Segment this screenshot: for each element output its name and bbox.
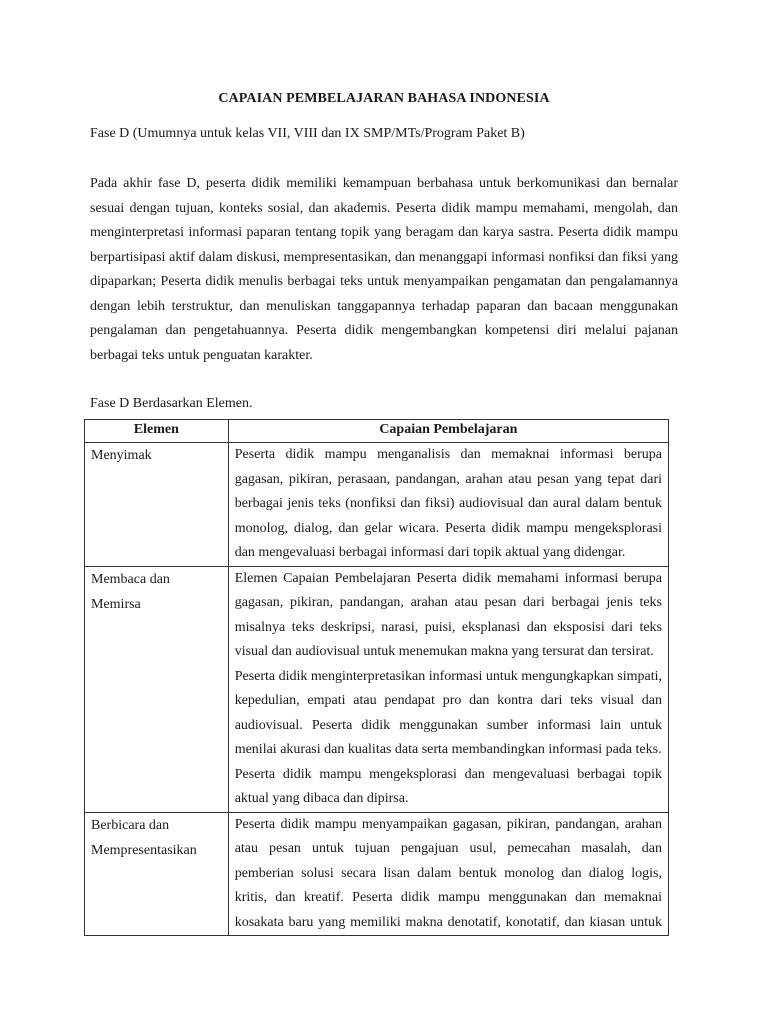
capaian-line: kosakata baru yang memiliki makna denotatif, konotatif, dan kiasan untuk [234, 914, 662, 930]
elemen-label: Memirsa [91, 596, 141, 612]
capaian-line: aktual yang dibaca dan dipirsa. [234, 791, 409, 806]
paragraph-line: pengalaman dan pengetahuannya. Peserta didik mengembangkan kompetensi diri melalui pajanan [90, 323, 678, 338]
paragraph-line: dengan lebih terstruktur, dan menuliskan tanggapannya terhadap paparan dan bacaan menggunakan [90, 298, 678, 314]
capaian-line: Peserta didik menginterpretasikan informasi untuk mengungkapkan simpati, [234, 668, 662, 684]
paragraph-line: berpartisipasi aktif dalam diskusi, mempresentasikan, dan menanggapi informasi nonfiksi dan fiksi yang [90, 249, 678, 265]
paragraph-line: Pada akhir fase D, peserta didik memiliki kemampuan berbahasa untuk berkomunikasi dan bernalar [90, 176, 678, 191]
capaian-line: atau pesan untuk tujuan pengajuan usul, pemecahan masalah, dan [234, 841, 662, 856]
capaian-line: gagasan, pikiran, perasaan, pandangan, arahan atau pesan yang tepat dari [234, 471, 662, 487]
elemen-table [84, 419, 669, 936]
table-header-row [85, 420, 669, 443]
header-elemen: Elemen [85, 420, 229, 443]
elemen-label: Berbicara dan [91, 817, 170, 833]
capaian-line: Peserta didik mampu menganalisis dan memaknai informasi berupa [234, 447, 662, 462]
capaian-line: kritis, dan kreatif. Peserta didik mampu menggunakan dan memaknai [234, 890, 662, 905]
capaian-line: dan mengevaluasi berbagai informasi dari topik aktual yang didengar. [234, 545, 626, 560]
capaian-line: gagasan, pikiran, pandangan, arahan atau pesan dari berbagai jenis teks [234, 595, 662, 610]
capaian-line: Elemen Capaian Pembelajaran Peserta didik memahami informasi berupa [234, 570, 662, 586]
capaian-line: Peserta didik mampu mengeksplorasi dan mengevaluasi berbagai topik [234, 766, 662, 782]
capaian-line: menilai akurasi dan kualitas data serta membandingkan informasi pada teks. [234, 742, 662, 757]
capaian-line: visual dan audiovisual untuk menemukan makna yang tersurat dan tersirat. [234, 644, 654, 659]
elemen-cell [85, 566, 229, 812]
capaian-line: pemberian solusi secara lisan dalam bentuk monolog dan dialog logis, [234, 865, 662, 881]
table-caption: Fase D Berdasarkan Elemen. [90, 396, 253, 411]
capaian-line: kepedulian, empati atau pendapat pro dan kontra dari teks visual dan [234, 693, 662, 708]
document-title: CAPAIAN PEMBELAJARAN BAHASA INDONESIA [218, 91, 550, 106]
table-row [85, 812, 669, 936]
paragraph-line: dipaparkan; Peserta didik menulis berbagai teks untuk menyampaikan pengamatan dan pengalamannya [90, 274, 678, 289]
elemen-label: Menyimak [91, 448, 152, 463]
table-row [85, 443, 669, 567]
capaian-cell [228, 812, 668, 936]
capaian-line: misalnya teks deskripsi, narasi, puisi, eksplanasi dan eksposisi dari teks [234, 619, 662, 635]
elemen-label: Mempresentasikan [91, 842, 197, 858]
intro-paragraph [90, 172, 678, 368]
header-capaian: Capaian Pembelajaran [228, 420, 668, 443]
capaian-line: monolog, dialog, dan gelar wicara. Peserta didik mampu mengeksplorasi [234, 520, 662, 536]
capaian-cell [228, 443, 668, 567]
capaian-line: berbagai jenis teks (nonfiksi dan fiksi) audiovisual dan aural dalam bentuk [234, 496, 662, 511]
document-subtitle: Fase D (Umumnya untuk kelas VII, VIII dan IX SMP/MTs/Program Paket B) [90, 126, 525, 141]
paragraph-line: sesuai dengan tujuan, konteks sosial, dan akademis. Peserta didik mampu memahami, mengolah, dan [90, 200, 678, 216]
capaian-line: audiovisual. Peserta didik menggunakan sumber informasi lain untuk [234, 717, 662, 733]
paragraph-line: berbagai teks untuk penguatan karakter. [90, 347, 313, 363]
paragraph-line: menginterpretasi informasi paparan tentang topik yang beragam dan karya sastra. Peserta didik mampu [90, 225, 678, 240]
elemen-label: Membaca dan [91, 571, 170, 587]
elemen-cell [85, 443, 229, 567]
capaian-cell [228, 566, 668, 812]
table-row [85, 566, 669, 812]
elemen-cell [85, 812, 229, 936]
capaian-line: Peserta didik mampu menyampaikan gagasan, pikiran, pandangan, arahan [234, 816, 662, 832]
